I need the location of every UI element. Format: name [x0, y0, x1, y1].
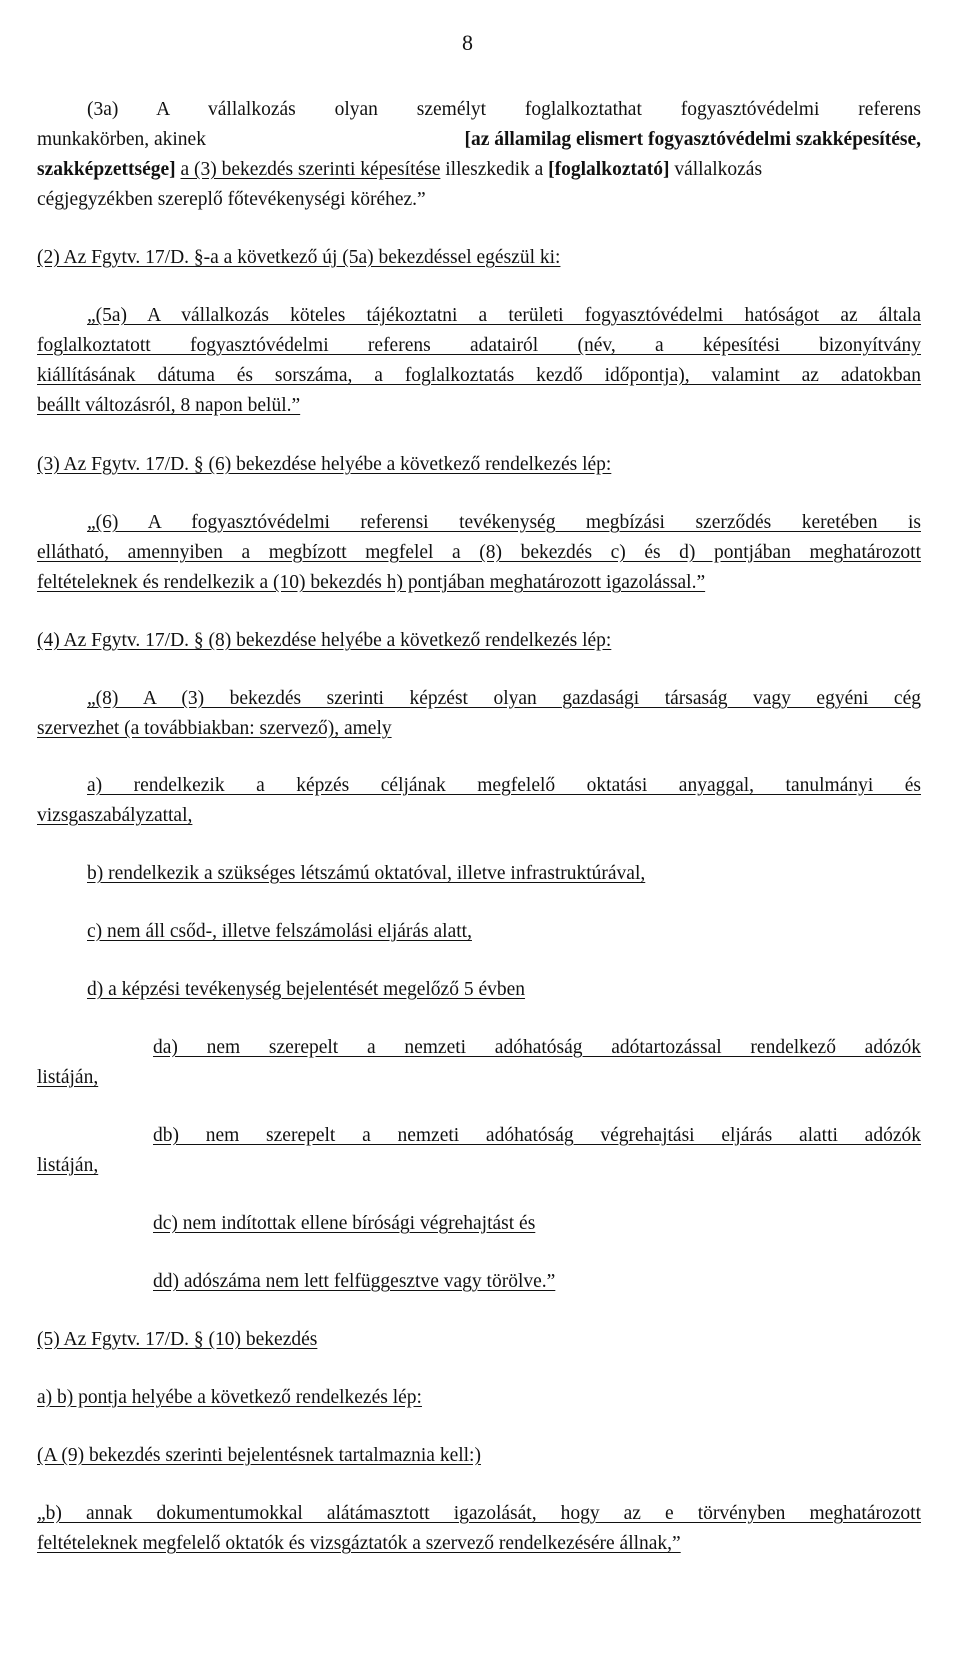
- point-dc: dc) nem indítottak ellene bírósági végrehajtást és: [153, 1213, 536, 1234]
- paragraph-6-line3: feltételeknek és rendelkezik a (10) bekezdés h) pontjában meghatározott igazolással.”: [37, 572, 706, 593]
- paragraph-3a-bold-deleted-3: [foglalkoztató]: [548, 159, 670, 180]
- paragraph-5a-line4: beállt változásról, 8 napon belül.”: [37, 395, 301, 416]
- section-5-subheading: a) b) pontja helyébe a következő rendelkezés lép:: [37, 1387, 422, 1408]
- point-a-line2: vizsgaszabályzattal,: [37, 805, 193, 826]
- paragraph-3a-text: munkakörben, akinek: [37, 129, 206, 150]
- section-3-heading: (3) Az Fgytv. 17/D. § (6) bekezdése helyébe a következő rendelkezés lép:: [37, 454, 612, 475]
- point-c: c) nem áll csőd-, illetve felszámolási eljárás alatt,: [87, 921, 472, 942]
- point-d: d) a képzési tevékenység bejelentését megelőző 5 évben: [87, 979, 526, 1000]
- paragraph-3a-text-2: illeszkedik a: [440, 159, 549, 180]
- paragraph-3a-inserted: a (3) bekezdés szerinti képesítése: [180, 159, 441, 180]
- paragraph-3a-line4: cégjegyzékben szereplő főtevékenységi köréhez.”: [37, 189, 426, 210]
- paragraph-5a-line2: foglalkoztatott fogyasztóvédelmi referens adatairól (név, a képesítési bizonyítvány: [37, 335, 921, 356]
- paragraph-6-line2: ellátható, amennyiben a megbízott megfelel a (8) bekezdés c) és d) pontjában meghatározott: [37, 542, 921, 563]
- section-5-intro: (A (9) bekezdés szerinti bejelentésnek tartalmaznia kell:): [37, 1445, 481, 1466]
- paragraph-3a-line1: (3a) A vállalkozás olyan személyt foglalkoztathat fogyasztóvédelmi referens: [87, 99, 921, 120]
- final-paragraph-line2: feltételeknek megfelelő oktatók és vizsgáztatók a szervező rendelkezésére állnak,”: [37, 1533, 681, 1554]
- final-paragraph-line1: „b) annak dokumentumokkal alátámasztott igazolását, hogy az e törvényben meghatározott: [37, 1503, 921, 1524]
- point-db-line1: db) nem szerepelt a nemzeti adóhatóság végrehajtási eljárás alatti adózók: [153, 1125, 921, 1146]
- paragraph-6-line1: „(6) A fogyasztóvédelmi referensi tevékenység megbízási szerződés keretében is: [87, 512, 921, 533]
- paragraph-3a-line2: [37, 125, 921, 155]
- paragraph-8-line1: „(8) A (3) bekezdés szerinti képzést olyan gazdasági társaság vagy egyéni cég: [87, 688, 921, 709]
- paragraph-3a-bold-deleted: [az államilag elismert fogyasztóvédelmi szakképesítése,: [464, 129, 921, 150]
- paragraph-5a-line1: „(5a) A vállalkozás köteles tájékoztatni a területi fogyasztóvédelmi hatóságot az általa: [87, 305, 921, 326]
- paragraph-5a-line3: kiállításának dátuma és sorszáma, a foglalkoztatás kezdő időpontja), valamint az adatokban: [37, 365, 921, 386]
- paragraph-3a-text-3: vállalkozás: [669, 159, 763, 180]
- point-da-line2: listáján,: [37, 1067, 99, 1088]
- point-a-line1: a) rendelkezik a képzés céljának megfelelő oktatási anyaggal, tanulmányi és: [87, 775, 921, 796]
- point-da-line1: da) nem szerepelt a nemzeti adóhatóság adótartozással rendelkező adózók: [153, 1037, 921, 1058]
- section-4-heading: (4) Az Fgytv. 17/D. § (8) bekezdése helyébe a következő rendelkezés lép:: [37, 630, 612, 651]
- point-db-line2: listáján,: [37, 1155, 99, 1176]
- paragraph-8-line2: szervezhet (a továbbiakban: szervező), amely: [37, 718, 392, 739]
- page-number: 8: [462, 30, 473, 55]
- paragraph-3a-bold-deleted-2: szakképzettsége]: [37, 159, 176, 180]
- point-dd: dd) adószáma nem lett felfüggesztve vagy törölve.”: [153, 1271, 556, 1292]
- paragraph-3a-line3: [37, 155, 762, 185]
- section-5-heading: (5) Az Fgytv. 17/D. § (10) bekezdés: [37, 1329, 318, 1350]
- point-b: b) rendelkezik a szükséges létszámú oktatóval, illetve infrastruktúrával,: [87, 863, 646, 884]
- section-2-heading: (2) Az Fgytv. 17/D. §-a a következő új (5a) bekezdéssel egészül ki:: [37, 247, 561, 268]
